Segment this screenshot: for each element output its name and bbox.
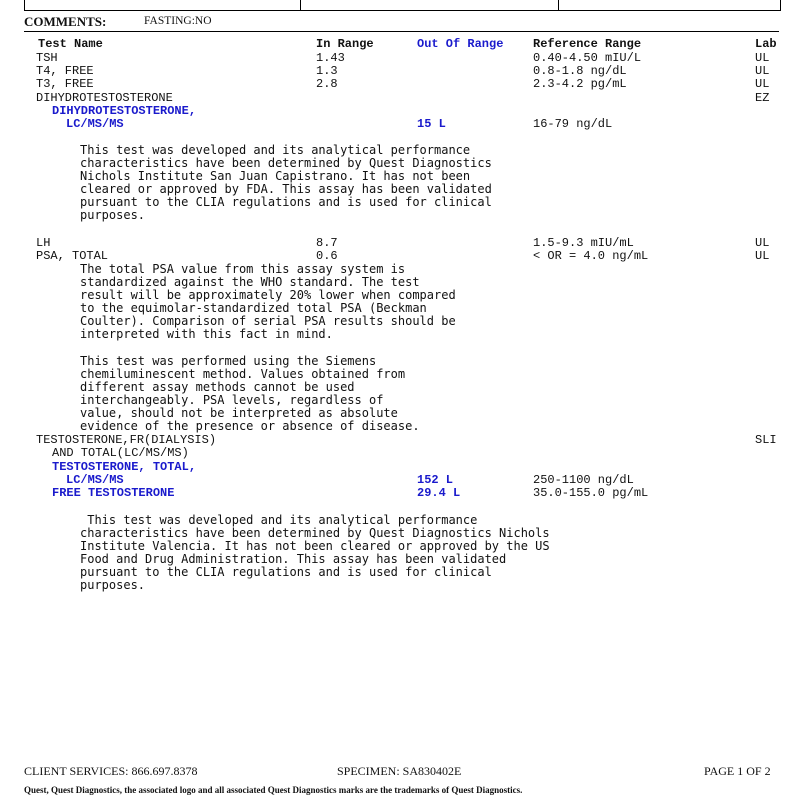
test-name-psa: PSA, TOTAL bbox=[36, 249, 109, 263]
ref-range-tsh: 0.40-4.50 mIU/L bbox=[533, 51, 642, 65]
footer-specimen: SPECIMEN: SA830402E bbox=[337, 764, 462, 778]
in-range-t4: 1.3 bbox=[316, 64, 338, 78]
header-divider bbox=[558, 0, 559, 10]
ref-range-t4: 0.8-1.8 ng/dL bbox=[533, 64, 627, 78]
comments-row bbox=[24, 13, 779, 32]
header-test-name: Test Name bbox=[38, 37, 103, 51]
out-of-range-dht: 15 L bbox=[417, 117, 446, 131]
test-name-testosterone-group-line2: AND TOTAL(LC/MS/MS) bbox=[52, 446, 189, 460]
footer-trademark: Quest, Quest Diagnostics, the associated logo and all associated Quest Diagnostics marks are the trademarks of Quest Diagnostics. bbox=[24, 785, 523, 795]
lab-testosterone: SLI bbox=[755, 433, 777, 447]
ref-range-testosterone-total: 250-1100 ng/dL bbox=[533, 473, 634, 487]
lab-t3: UL bbox=[755, 77, 770, 91]
test-name-testosterone-total-method: LC/MS/MS bbox=[66, 473, 124, 487]
test-name-tsh: TSH bbox=[36, 51, 58, 65]
note-psa-method: This test was performed using the Siemens chemiluminescent method. Values obtained from different assay methods cannot be used interchangeably. PSA levels, regardless of value, should not be interpreted as absolute evidence of the presence or absence of disease. bbox=[80, 354, 420, 433]
header-lab: Lab bbox=[755, 37, 777, 51]
footer-page-number: PAGE 1 OF 2 bbox=[704, 764, 771, 778]
test-name-t4: T4, FREE bbox=[36, 64, 94, 78]
test-name-t3: T3, FREE bbox=[36, 77, 94, 91]
note-dht: This test was developed and its analytical performance characteristics have been determined by Quest Diagnostics Nichols Institute San Juan Capistrano. It has not been cleared or approved by FDA. This assay has been validated pursuant to the CLIA regulations and is used for clinical purposes. bbox=[80, 143, 492, 222]
test-name-testosterone-total: TESTOSTERONE, TOTAL, bbox=[52, 460, 197, 474]
lab-t4: UL bbox=[755, 64, 770, 78]
test-name-lh: LH bbox=[36, 236, 51, 250]
test-name-dht-method: LC/MS/MS bbox=[66, 117, 124, 131]
header-divider bbox=[300, 0, 301, 10]
header-out-of-range: Out Of Range bbox=[417, 37, 504, 51]
in-range-lh: 8.7 bbox=[316, 236, 338, 250]
lab-dht: EZ bbox=[755, 91, 770, 105]
header-reference-range: Reference Range bbox=[533, 37, 642, 51]
header-in-range: In Range bbox=[316, 37, 374, 51]
note-testosterone: This test was developed and its analytical performance characteristics have been determined by Quest Diagnostics Nichols Institute Valencia. It has not been cleared or approved by the US Food and Drug Administration. This assay has been validated pursuant to the CLIA regulations and is used for clinical purposes. bbox=[80, 513, 550, 592]
test-name-dht: DIHYDROTESTOSTERONE, bbox=[52, 104, 197, 118]
ref-range-lh: 1.5-9.3 mIU/mL bbox=[533, 236, 634, 250]
in-range-tsh: 1.43 bbox=[316, 51, 345, 65]
test-name-dht-group: DIHYDROTESTOSTERONE bbox=[36, 91, 173, 105]
test-name-free-testosterone: FREE TESTOSTERONE bbox=[52, 486, 175, 500]
lab-psa: UL bbox=[755, 249, 770, 263]
ref-range-psa: < OR = 4.0 ng/mL bbox=[533, 249, 649, 263]
test-name-testosterone-group: TESTOSTERONE,FR(DIALYSIS) bbox=[36, 433, 217, 447]
in-range-psa: 0.6 bbox=[316, 249, 338, 263]
out-of-range-free-testosterone: 29.4 L bbox=[417, 486, 461, 500]
footer-client-services: CLIENT SERVICES: 866.697.8378 bbox=[24, 764, 198, 778]
ref-range-dht: 16-79 ng/dL bbox=[533, 117, 613, 131]
header-box-bottom bbox=[24, 0, 781, 11]
lab-lh: UL bbox=[755, 236, 770, 250]
comments-value: FASTING:NO bbox=[144, 15, 212, 27]
ref-range-free-testosterone: 35.0-155.0 pg/mL bbox=[533, 486, 649, 500]
ref-range-t3: 2.3-4.2 pg/mL bbox=[533, 77, 627, 91]
lab-tsh: UL bbox=[755, 51, 770, 65]
comments-label: COMMENTS: bbox=[24, 14, 107, 29]
out-of-range-testosterone-total: 152 L bbox=[417, 473, 454, 487]
note-psa-standardization: The total PSA value from this assay system is standardized against the WHO standard. The test result will be approximately 20% lower when compared to the equimolar-standardized total PSA (Beckman Coulter). Comparison of serial PSA results should be interpreted with this fact in mind. bbox=[80, 262, 456, 341]
in-range-t3: 2.8 bbox=[316, 77, 338, 91]
